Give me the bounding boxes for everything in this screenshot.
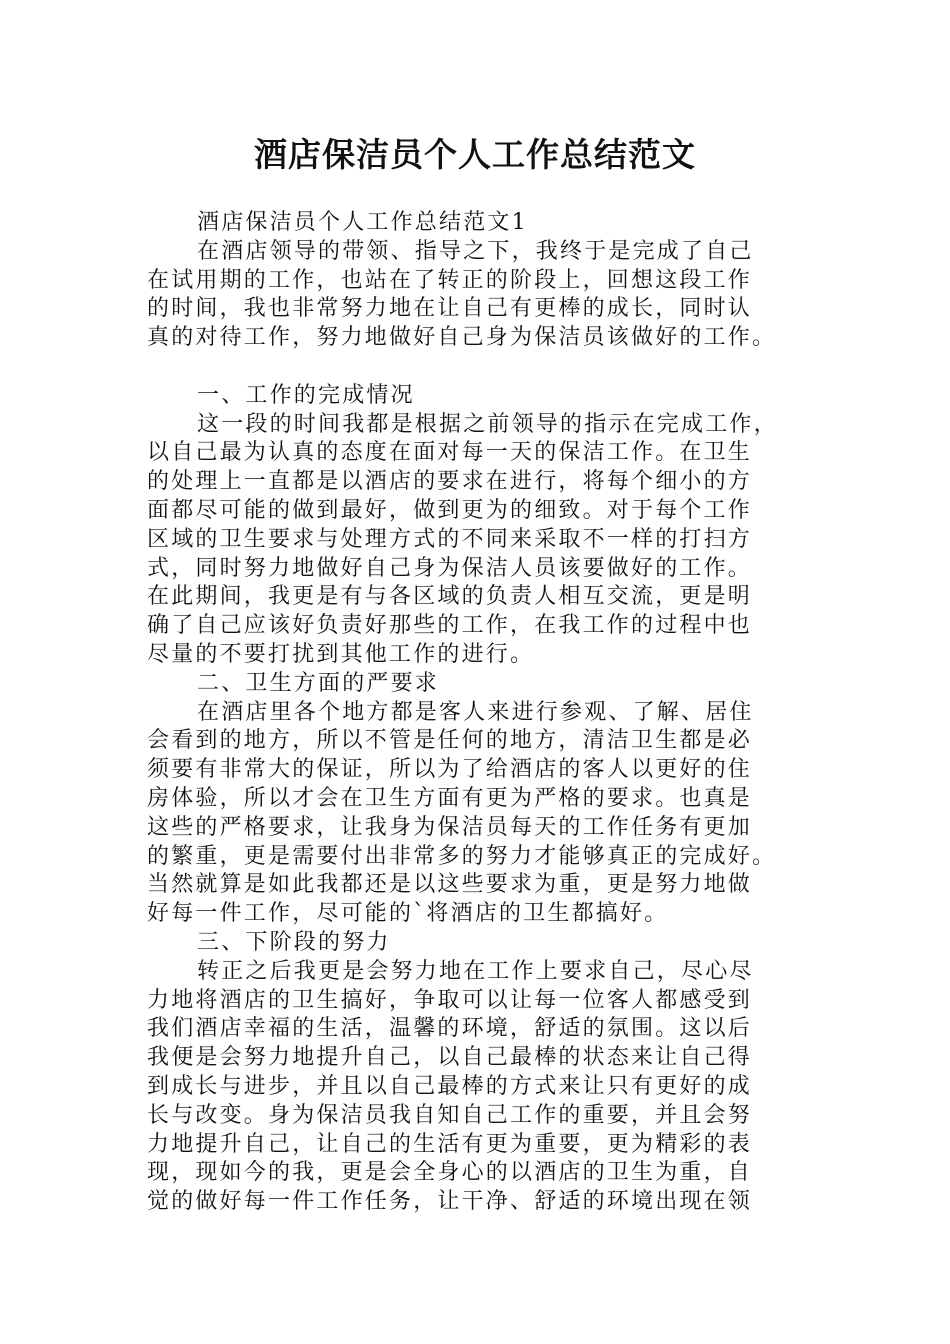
text-line: 会看到的地方，所以不管是任何的地方，清洁卫生都是必 bbox=[147, 728, 753, 754]
text-line: 好每一件工作，尽可能的`将酒店的卫生都搞好。 bbox=[147, 901, 669, 927]
blank-line bbox=[147, 353, 807, 382]
text-line: 尽量的不要打扰到其他工作的进行。 bbox=[147, 641, 535, 667]
text-line: 式，同时努力地做好自己身为保洁人员该要做好的工作。 bbox=[147, 555, 753, 581]
text-line: 区域的卫生要求与处理方式的不同来采取不一样的打扫方 bbox=[147, 526, 753, 552]
text-line: 这一段的时间我都是根据之前领导的指示在完成工作， bbox=[197, 411, 778, 437]
text-line: 二、卫生方面的严要求 bbox=[197, 670, 440, 696]
text-line: 到成长与进步，并且以自己最棒的方式来让只有更好的成 bbox=[147, 1073, 753, 1099]
text-line: 转正之后我更是会努力地在工作上要求自己，尽心尽 bbox=[197, 958, 754, 984]
text-line: 真的对待工作，努力地做好自己身为保洁员该做好的工作。 bbox=[147, 325, 777, 351]
text-line: 以自己最为认真的态度在面对每一天的保洁工作。在卫生 bbox=[147, 440, 753, 466]
text-line: 在酒店领导的带领、指导之下，我终于是完成了自己 bbox=[197, 238, 754, 264]
text-line: 确了自己应该好负责好那些的工作，在我工作的过程中也 bbox=[147, 613, 753, 639]
text-line: 力地提升自己，让自己的生活有更为重要，更为精彩的表 bbox=[147, 1131, 753, 1157]
text-line: 觉的做好每一件工作任务，让干净、舒适的环境出现在领 bbox=[147, 1189, 753, 1215]
document-body bbox=[147, 209, 807, 1217]
text-line: 面都尽可能的做到最好，做到更为的细致。对于每个工作 bbox=[147, 497, 753, 523]
text-line: 我便是会努力地提升自己，以自己最棒的状态来让自己得 bbox=[147, 1045, 753, 1071]
text-line: 我们酒店幸福的生活，温馨的环境，舒适的氛围。这以后 bbox=[147, 1016, 753, 1042]
text-line: 的处理上一直都是以酒店的要求在进行，将每个细小的方 bbox=[147, 469, 753, 495]
text-line: 这些的严格要求，让我身为保洁员每天的工作任务有更加 bbox=[147, 814, 753, 840]
text-line: 现，现如今的我，更是会全身心的以酒店的卫生为重，自 bbox=[147, 1160, 753, 1186]
text-line: 三、下阶段的努力 bbox=[197, 929, 391, 955]
text-line: 的时间，我也非常努力地在让自己有更棒的成长，同时认 bbox=[147, 296, 753, 322]
text-line: 房体验，所以才会在卫生方面有更为严格的要求。也真是 bbox=[147, 785, 753, 811]
text-line: 一、工作的完成情况 bbox=[197, 382, 415, 408]
text-line: 的繁重，更是需要付出非常多的努力才能够真正的完成好。 bbox=[147, 843, 777, 869]
text-line: 长与改变。身为保洁员我自知自己工作的重要，并且会努 bbox=[147, 1102, 753, 1128]
text-line: 在试用期的工作，也站在了转正的阶段上，回想这段工作 bbox=[147, 267, 753, 293]
text-line: 须要有非常大的保证，所以为了给酒店的客人以更好的住 bbox=[147, 757, 753, 783]
text-line: 在此期间，我更是有与各区域的负责人相互交流，更是明 bbox=[147, 584, 753, 610]
text-line: 力地将酒店的卫生搞好，争取可以让每一位客人都感受到 bbox=[147, 987, 753, 1013]
document-title: 酒店保洁员个人工作总结范文 bbox=[254, 135, 696, 174]
text-line: 在酒店里各个地方都是客人来进行参观、了解、居住 bbox=[197, 699, 754, 725]
text-line: 当然就算是如此我都还是以这些要求为重，更是努力地做 bbox=[147, 872, 753, 898]
text-line: 酒店保洁员个人工作总结范文1 bbox=[197, 210, 528, 235]
